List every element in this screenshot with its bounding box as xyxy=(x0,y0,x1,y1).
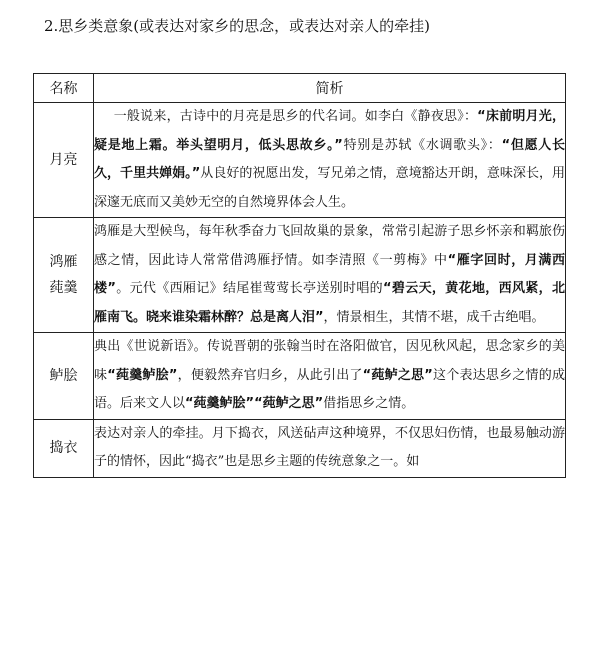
column-header-name: 名称 xyxy=(34,74,94,103)
quoted-verse: “雁字回时，月满西楼” xyxy=(94,252,565,296)
imagery-term-cell xyxy=(34,218,94,333)
imagery-analysis-cell xyxy=(94,419,566,477)
imagery-analysis-cell xyxy=(94,218,566,333)
analysis-text: ，情景相生，其情不堪，成千古绝唱。 xyxy=(323,309,545,325)
analysis-text: 表达对亲人的牵挂。月下捣衣，风送砧声这种境界，不仅思妇伤情，也最易触动游子的情怀，因此“捣衣”也是思乡主题的传统意象之一。如 xyxy=(94,425,565,469)
analysis-text: 这个表达思乡之情的成语。后来文人以 xyxy=(94,367,565,411)
analysis-text: 一般说来，古诗中的月亮是思乡的代名词。如李白《静夜思》： xyxy=(113,109,478,124)
imagery-term: 捣衣 xyxy=(49,440,78,456)
table-row xyxy=(34,419,566,477)
analysis-text: 特别是苏轼《水调歌头》： xyxy=(342,137,502,153)
analysis-text: 从良好的祝愿出发，写兄弟之情，意境豁达开朗，意味深长，用深邃无底而又美妙无空的自然境界体会人生。 xyxy=(94,166,565,210)
analysis-text: ，便毅然弃官归乡，从此引出了 xyxy=(177,367,363,383)
paragraph-indent xyxy=(94,109,114,124)
imagery-table xyxy=(33,73,566,478)
imagery-term-cell xyxy=(34,103,94,218)
imagery-term: 鲈脍 xyxy=(49,367,78,384)
analysis-text: 借指思乡之情。 xyxy=(323,396,415,411)
section-heading: 2.思乡类意象(或表达对家乡的思念，或表达对亲人的牵挂) xyxy=(44,17,431,35)
imagery-analysis-cell xyxy=(94,333,566,420)
quoted-verse: “床前明月光，疑是地上霜。举头望明月，低头思故乡。” xyxy=(94,109,565,153)
analysis-text: 鸿雁是大型候鸟，每年秋季奋力飞回故巢的景象，常常引起游子思乡怀亲和羁旅伤感之情，因此诗人常常借鸿雁抒情。如李清照《一剪梅》中 xyxy=(94,224,565,268)
imagery-term-cell xyxy=(34,419,94,477)
imagery-analysis-cell xyxy=(94,103,566,218)
table-header-row xyxy=(34,74,566,103)
imagery-term: 鸿雁 xyxy=(49,254,78,270)
table-row xyxy=(34,103,566,218)
quoted-verse: “碧云天，黄花地，西风紧，北雁南飞。晓来谁染霜林醉？总是离人泪” xyxy=(94,281,565,325)
column-header-analysis: 简析 xyxy=(94,74,566,103)
quoted-verse: “但愿人长久，千里共婵娟。” xyxy=(94,137,565,181)
analysis-text: 。元代《西厢记》结尾崔莺莺长亭送别时唱的 xyxy=(115,281,384,296)
imagery-term: 月亮 xyxy=(49,152,78,168)
quoted-verse: “莼鲈之思” xyxy=(362,367,433,383)
quoted-verse: “莼羹鲈脍”“莼鲈之思” xyxy=(185,396,324,411)
quoted-verse: “莼羹鲈脍” xyxy=(107,367,178,383)
table-row xyxy=(34,333,566,420)
imagery-term: 莼羹 xyxy=(49,280,78,296)
imagery-term-cell xyxy=(34,333,94,420)
table-row xyxy=(34,218,566,333)
analysis-text: 典出《世说新语》。传说晋朝的张翰当时在洛阳做官，因见秋风起，思念家乡的美味 xyxy=(94,339,565,383)
